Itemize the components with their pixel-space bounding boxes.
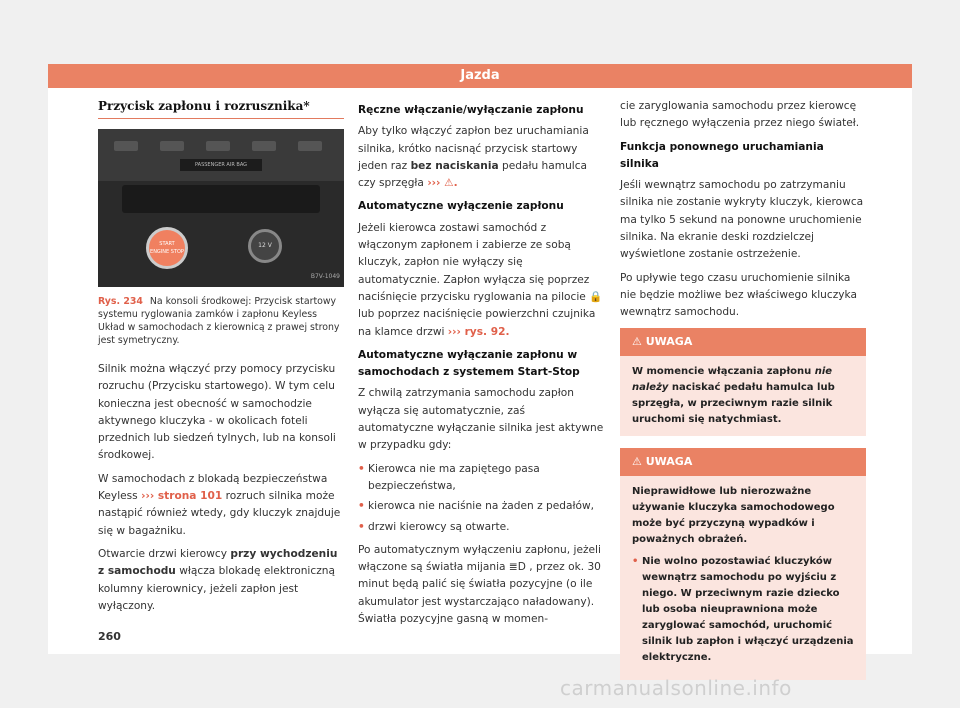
warning-title: UWAGA [645, 454, 693, 468]
list-item: • Nie wolno pozostawiać kluczyków wewnątrz samochodu po wyjściu z niego. W przeciwnym razie dziecko lub osoba nieuprawniona może zaryglować samochód, uruchomić silnik lub zapłon i włączyć urządzenia elektryczne. [632, 554, 854, 666]
warning-reference-link[interactable]: ››› ⚠. [427, 177, 458, 190]
figure-start-button: START ENGINE STOP [146, 227, 188, 269]
column-left [98, 98, 344, 621]
paragraph: cie zaryglowania samochodu przez kierowcę lub ręcznego wyłączenia przez niego świateł. [620, 100, 860, 130]
text-run: Jeżeli kierowca zostawi samochód z włączonym zapłonem i zabierze ze sobą kluczyk, zapłon nie wyłączy się automatycznie. Zapłon wyłącza się poprzez naciśnięcie przycisku ryglowania na pilocie 🔒 lub poprzez naciśnięcie powierzchni czujnika na klamce drzwi [358, 221, 603, 338]
figure-airbag-label: PASSENGER AIR BAG [180, 159, 262, 171]
text-run: W momencie włączania zapłonu [632, 365, 812, 377]
figure-panel-button [114, 141, 138, 151]
text-run: rozruch silnika może nastąpić również wtedy, gdy kluczyk znajduje się w bagażniku. [98, 490, 341, 537]
paragraph [98, 471, 344, 540]
text-run: włącza blokadę elektroniczną kolumny kierownicy, jeżeli zapłon jest wyłączony. [98, 565, 335, 612]
warning-list [632, 554, 854, 666]
emphasis-text: nie należy [632, 365, 833, 393]
warning-paragraph: Nieprawidłowe lub nierozważne używanie kluczyka samochodowego może być przyczyną wypadków i poważnych obrażeń. [632, 485, 835, 545]
list-item: • kierowca nie naciśnie na żaden z pedałów, [358, 498, 604, 515]
list-item: • drzwi kierowcy są otwarte. [358, 519, 604, 536]
caption-number: Rys. 234 [98, 296, 143, 307]
warning-header [620, 328, 866, 356]
warning-title: UWAGA [645, 334, 693, 348]
subheading: Ręczne włączanie/wyłączanie zapłonu [358, 104, 584, 116]
text-run: Otwarcie drzwi kierowcy [98, 547, 227, 560]
warning-box [620, 448, 866, 680]
figure-panel-button [298, 141, 322, 151]
site-watermark: carmanualsonline.info [560, 676, 792, 700]
figure-storage-tray [122, 185, 320, 213]
paragraph: Po automatycznym wyłączeniu zapłonu, jeżeli włączone są światła mijania ≣D , przez ok. 30 minut będą palić się światła pozycyjne (o ile akumulator jest wystarczająco naładowany). Światła pozycyjne gasną w momen- [358, 543, 601, 626]
bold-text: przy wychodzeniu z samochodu [98, 547, 338, 578]
paragraph: Po upływie tego czasu uruchomienie silnika nie będzie możliwe bez właściwego kluczyka wewnątrz samochodu. [620, 271, 857, 319]
paragraph [358, 123, 604, 192]
subheading: Automatyczne wyłączanie zapłonu w samochodach z systemem Start-Stop [358, 348, 580, 379]
page-reference-link[interactable]: ››› strona 101 [141, 490, 223, 503]
warning-triangle-icon: ⚠ [632, 454, 642, 468]
figure-panel-button [252, 141, 276, 151]
figure-caption [98, 295, 344, 347]
chapter-header: Jazda [48, 64, 912, 88]
paragraph: Z chwilą zatrzymania samochodu zapłon wyłącza się automatycznie, zaś automatyczne wyłączanie silnika jest aktywne w przypadku gdy: [358, 387, 604, 452]
warning-body [620, 356, 866, 436]
warning-body [620, 476, 866, 680]
page-number: 260 [98, 630, 121, 643]
list-item: • Kierowca nie ma zapiętego pasa bezpieczeństwa, [358, 461, 604, 496]
warning-header [620, 448, 866, 476]
bold-text: bez naciskania [410, 159, 499, 172]
figure-panel-button [160, 141, 184, 151]
paragraph [358, 220, 604, 341]
subheading: Automatyczne wyłączenie zapłonu [358, 200, 564, 213]
warning-box [620, 328, 866, 436]
paragraph [98, 546, 344, 615]
console-figure [98, 129, 344, 287]
column-right [620, 98, 866, 692]
figure-panel-button [206, 141, 230, 151]
text-run: Aby tylko włączyć zapłon bez uruchamiania silnika, krótko nacisnąć przycisk startowy jeden raz [358, 125, 589, 172]
column-middle [358, 98, 604, 634]
text-run: naciskać pedału hamulca lub sprzęgła, w przeciwnym razie silnik uruchomi się natychmiast. [632, 381, 835, 425]
text-run: pedału hamulca czy sprzęgła [358, 159, 588, 190]
caption-text: Na konsoli środkowej: Przycisk startowy systemu ryglowania zamków i zapłonu Keyless Układ w samochodach z kierownicą z prawej strony jest symetryczny. [98, 296, 340, 346]
paragraph: Jeśli wewnątrz samochodu po zatrzymaniu silnika nie zostanie wykryty kluczyk, kierowca ma tylko 5 sekund na ponowne uruchomienie silnika. Na ekranie deski rozdzielczej wyświetlone zostanie ostrzeżenie. [620, 179, 864, 261]
figure-reference-link[interactable]: ››› rys. 92. [447, 325, 510, 338]
text-run: W samochodach z blokadą bezpieczeństwa Keyless [98, 472, 328, 503]
bullet-list [358, 461, 604, 536]
subheading: Funkcja ponownego uruchamiania silnika [620, 140, 824, 170]
figure-code: B7V-1049 [310, 272, 340, 280]
paragraph: Silnik można włączyć przy pomocy przycisku rozruchu (Przycisku startowego). W tym celu konieczna jest obecność w samochodzie aktywnego kluczyka - w okolicach foteli przednich lub siedzeń tylnych, lub na konsoli środkowej. [98, 363, 336, 462]
warning-triangle-icon: ⚠ [632, 334, 642, 348]
section-title: Przycisk zapłonu i rozrusznika* [98, 98, 344, 119]
figure-12v-socket: 12 V [248, 229, 282, 263]
figure-climate-panel [98, 129, 344, 181]
